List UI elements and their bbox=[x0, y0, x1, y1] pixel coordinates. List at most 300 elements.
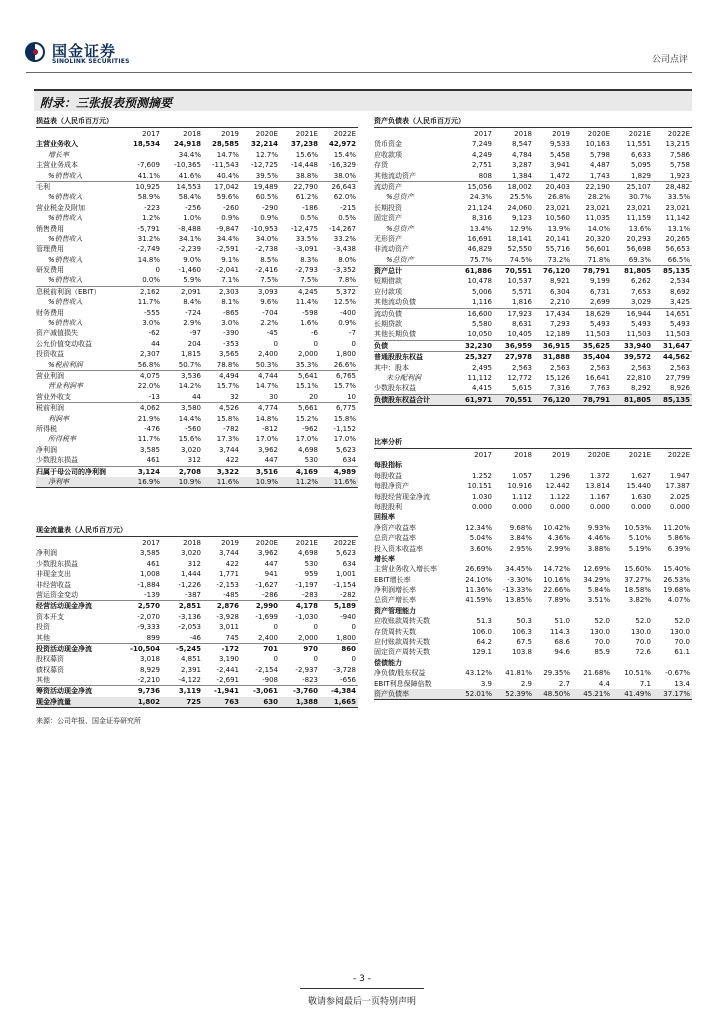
value-cell: 1.057 bbox=[511, 471, 532, 480]
table-row bbox=[374, 512, 692, 522]
appendix-title-bar bbox=[34, 89, 692, 111]
value-cell: 0 bbox=[313, 339, 318, 348]
value-cell: 0.000 bbox=[589, 502, 610, 511]
value-cell: -283 bbox=[302, 590, 318, 599]
value-cell: 1.252 bbox=[471, 471, 492, 480]
value-cell: 85.9 bbox=[594, 648, 610, 657]
value-cell: 3.60% bbox=[469, 544, 492, 553]
value-cell: 3.0% bbox=[142, 319, 160, 328]
row-label: 固定资产周转天数 bbox=[374, 648, 430, 657]
value-cell: 41.59% bbox=[465, 596, 492, 605]
row-label: EBIT增长率 bbox=[374, 575, 411, 584]
value-cell: 81,805 bbox=[623, 267, 651, 276]
value-cell: 5,641 bbox=[297, 371, 318, 380]
table-row bbox=[374, 564, 692, 574]
value-cell: 11.4% bbox=[295, 298, 318, 307]
value-cell: 13.85% bbox=[505, 596, 532, 605]
table-row bbox=[374, 373, 692, 383]
value-cell: 3,020 bbox=[180, 549, 201, 558]
value-cell: -1,154 bbox=[333, 580, 356, 589]
table-row bbox=[374, 150, 692, 160]
row-label: 资产负债率 bbox=[374, 689, 409, 698]
row-label: 非现金支出 bbox=[36, 570, 71, 579]
value-cell: 12.442 bbox=[545, 482, 570, 491]
table-row bbox=[36, 477, 358, 487]
value-cell: 5,189 bbox=[333, 602, 356, 611]
value-cell: 33.5% bbox=[295, 234, 318, 243]
value-cell: 0 bbox=[313, 623, 318, 632]
value-cell: 16,600 bbox=[467, 309, 492, 318]
table-row bbox=[36, 192, 358, 202]
value-cell: 4,774 bbox=[257, 404, 278, 413]
balance-sheet-table bbox=[374, 116, 692, 406]
row-label: 少数股东损益 bbox=[36, 559, 78, 568]
value-cell: 61,971 bbox=[464, 395, 492, 404]
value-cell: 3,093 bbox=[257, 287, 278, 296]
value-cell: 33.5% bbox=[667, 193, 690, 202]
value-cell: 21.9% bbox=[137, 414, 160, 423]
value-cell: 2.2% bbox=[260, 319, 278, 328]
row-label: 筹资活动现金净流 bbox=[36, 687, 92, 696]
row-label: 非流动资产 bbox=[374, 245, 409, 254]
value-cell: 0.9% bbox=[260, 214, 278, 223]
value-cell: 13.4 bbox=[674, 679, 690, 688]
value-cell: 5,758 bbox=[669, 161, 690, 170]
value-cell: -9,333 bbox=[137, 623, 160, 632]
value-cell: 1,001 bbox=[335, 570, 356, 579]
value-cell: 5,372 bbox=[335, 287, 356, 296]
value-cell: 75.7% bbox=[469, 255, 492, 264]
value-cell: 2.9 bbox=[520, 679, 532, 688]
row-label: EBIT利息保障倍数 bbox=[374, 679, 432, 688]
row-label: 其他 bbox=[36, 633, 50, 642]
year-header-cell: 2018 bbox=[514, 130, 532, 138]
value-cell: -256 bbox=[185, 203, 201, 212]
row-label: 短期借款 bbox=[374, 277, 402, 286]
value-cell: 15.7% bbox=[333, 382, 356, 391]
value-cell: 28,585 bbox=[211, 140, 239, 149]
value-cell: -704 bbox=[262, 308, 278, 317]
value-cell: -46 bbox=[189, 633, 201, 642]
value-cell: 2,563 bbox=[630, 363, 651, 372]
value-cell: 2.9% bbox=[183, 319, 201, 328]
value-cell: 17.0% bbox=[333, 435, 356, 444]
header-divider bbox=[26, 72, 692, 73]
value-cell: 11,503 bbox=[585, 330, 610, 339]
table-row bbox=[374, 160, 692, 170]
table-row bbox=[374, 606, 692, 616]
value-cell: 25,327 bbox=[464, 353, 492, 362]
value-cell: 0 bbox=[351, 623, 356, 632]
value-cell: 18,141 bbox=[507, 234, 532, 243]
value-cell: 16,691 bbox=[467, 234, 492, 243]
cashflow-statement-table bbox=[36, 525, 358, 708]
value-cell: 6,731 bbox=[589, 287, 610, 296]
value-cell: 78.8% bbox=[216, 360, 239, 369]
year-header-cell: 2020E bbox=[587, 451, 610, 459]
table-row bbox=[374, 363, 692, 373]
value-cell: 17,434 bbox=[545, 309, 570, 318]
value-cell: 5,095 bbox=[630, 161, 651, 170]
table-row bbox=[374, 297, 692, 307]
value-cell: 11.2% bbox=[295, 477, 318, 486]
value-cell: 27,799 bbox=[665, 373, 690, 382]
value-cell: 31,888 bbox=[542, 353, 570, 362]
value-cell: 20 bbox=[309, 392, 318, 401]
value-cell: 13.4% bbox=[469, 224, 492, 233]
row-label: 主营业务收入 bbox=[36, 140, 78, 149]
row-label: 财务费用 bbox=[36, 308, 64, 317]
row-label: 净利润增长率 bbox=[374, 586, 416, 595]
value-cell: 0 bbox=[273, 339, 278, 348]
value-cell: 808 bbox=[478, 171, 492, 180]
year-header-cell: 2019 bbox=[221, 130, 239, 138]
table-row bbox=[36, 339, 358, 349]
table-row bbox=[36, 234, 358, 244]
row-label: 增长率 bbox=[48, 150, 69, 159]
table-row bbox=[36, 328, 358, 338]
row-label: 每股收益 bbox=[374, 471, 402, 480]
value-cell: 3.9 bbox=[480, 679, 492, 688]
value-cell: 11,035 bbox=[585, 214, 610, 223]
value-cell: 18,534 bbox=[132, 140, 160, 149]
row-label: 应付款项 bbox=[374, 287, 402, 296]
value-cell: 106.3 bbox=[511, 627, 532, 636]
value-cell: 2,570 bbox=[137, 602, 160, 611]
value-cell: 1,802 bbox=[137, 697, 160, 706]
value-cell: 10,925 bbox=[135, 182, 160, 191]
row-label: 主营业务收入增长率 bbox=[374, 565, 437, 574]
value-cell: 50.3% bbox=[255, 360, 278, 369]
value-cell: 422 bbox=[225, 559, 239, 568]
table-row bbox=[374, 679, 692, 689]
value-cell: 8,631 bbox=[511, 320, 532, 329]
value-cell: -2,591 bbox=[216, 245, 239, 254]
value-cell: -390 bbox=[223, 329, 239, 338]
value-cell: 5.9% bbox=[183, 276, 201, 285]
value-cell: 31.2% bbox=[137, 234, 160, 243]
value-cell: 1.630 bbox=[630, 492, 651, 501]
value-cell: -2,041 bbox=[216, 266, 239, 275]
value-cell: 3,585 bbox=[139, 549, 160, 558]
value-cell: 3,585 bbox=[139, 445, 160, 454]
value-cell: 71.8% bbox=[587, 255, 610, 264]
table-row bbox=[374, 492, 692, 502]
value-cell: -3,061 bbox=[252, 687, 278, 696]
year-header-cell: 2020E bbox=[255, 130, 278, 138]
row-label: 营业利润 bbox=[36, 371, 64, 380]
value-cell: 14.4% bbox=[178, 414, 201, 423]
value-cell: 35,404 bbox=[582, 353, 610, 362]
value-cell: 10.53% bbox=[624, 523, 651, 532]
value-cell: 7.89% bbox=[547, 596, 570, 605]
value-cell: 461 bbox=[146, 456, 160, 465]
value-cell: 23,021 bbox=[665, 203, 690, 212]
value-cell: 3,029 bbox=[630, 298, 651, 307]
value-cell: 2,000 bbox=[297, 633, 318, 642]
row-label: 其他流动资产 bbox=[374, 171, 416, 180]
value-cell: 10,405 bbox=[507, 330, 532, 339]
table-row bbox=[36, 548, 358, 558]
value-cell: 11.7% bbox=[137, 298, 160, 307]
value-cell: 73.2% bbox=[547, 255, 570, 264]
value-cell: 34.0% bbox=[255, 234, 278, 243]
value-cell: 1,923 bbox=[669, 171, 690, 180]
value-cell: 5,006 bbox=[471, 287, 492, 296]
value-cell: -7 bbox=[349, 329, 356, 338]
table-row bbox=[36, 244, 358, 254]
table-row bbox=[374, 383, 692, 393]
value-cell: 74.5% bbox=[509, 255, 532, 264]
value-cell: 129.1 bbox=[471, 648, 492, 657]
table-row bbox=[374, 276, 692, 286]
value-cell: 44 bbox=[192, 392, 201, 401]
table-row bbox=[36, 654, 358, 664]
row-label: %销售收入 bbox=[48, 255, 83, 264]
value-cell: 17,042 bbox=[214, 182, 239, 191]
value-cell: 37.17% bbox=[663, 689, 690, 698]
value-cell: 9,123 bbox=[511, 214, 532, 223]
value-cell: 1,472 bbox=[549, 171, 570, 180]
value-cell: -3,438 bbox=[333, 245, 356, 254]
value-cell: 10,560 bbox=[545, 214, 570, 223]
value-cell: 3,190 bbox=[218, 655, 239, 664]
value-cell: 2,563 bbox=[589, 363, 610, 372]
value-cell: -555 bbox=[144, 308, 160, 317]
value-cell: -2,793 bbox=[295, 266, 318, 275]
value-cell: -4,384 bbox=[330, 687, 356, 696]
table-row bbox=[374, 585, 692, 595]
year-header-cell: 2020E bbox=[255, 539, 278, 547]
year-header-cell: 2017 bbox=[474, 130, 492, 138]
value-cell: 29.35% bbox=[543, 669, 570, 678]
value-cell: 5,458 bbox=[549, 150, 570, 159]
value-cell: -282 bbox=[340, 590, 356, 599]
row-label: 销售费用 bbox=[36, 224, 64, 233]
value-cell: 61,886 bbox=[464, 267, 492, 276]
value-cell: 2,391 bbox=[180, 665, 201, 674]
sinolink-logo-icon bbox=[24, 41, 46, 63]
value-cell: 5,493 bbox=[669, 320, 690, 329]
value-cell: 9.68% bbox=[509, 523, 532, 532]
value-cell: 2,162 bbox=[139, 287, 160, 296]
value-cell: 44 bbox=[151, 339, 160, 348]
value-cell: 4,249 bbox=[471, 150, 492, 159]
year-header-cell: 2022E bbox=[333, 130, 356, 138]
value-cell: -724 bbox=[185, 308, 201, 317]
value-cell: 7,293 bbox=[549, 320, 570, 329]
section-title: 比率分析 bbox=[374, 437, 692, 449]
value-cell: 2,708 bbox=[178, 467, 201, 476]
value-cell: 10.151 bbox=[467, 482, 492, 491]
row-label: %销售收入 bbox=[48, 193, 83, 202]
value-cell: 10,537 bbox=[507, 277, 532, 286]
table-row bbox=[36, 392, 358, 402]
value-cell: 3.82% bbox=[628, 596, 651, 605]
value-cell: 17,923 bbox=[507, 309, 532, 318]
value-cell: 35.3% bbox=[295, 360, 318, 369]
year-header-cell: 2018 bbox=[183, 130, 201, 138]
value-cell: 8.3% bbox=[300, 255, 318, 264]
row-label: 投资活动现金净流 bbox=[36, 644, 92, 653]
value-cell: 4,178 bbox=[295, 602, 318, 611]
value-cell: 12.34% bbox=[465, 523, 492, 532]
value-cell: 3,287 bbox=[511, 161, 532, 170]
value-cell: 3.51% bbox=[587, 596, 610, 605]
value-cell: 24,918 bbox=[173, 140, 201, 149]
value-cell: 15.40% bbox=[663, 565, 690, 574]
table-row bbox=[374, 192, 692, 202]
value-cell: -476 bbox=[144, 424, 160, 433]
value-cell: -11,543 bbox=[211, 161, 239, 170]
row-label: %销售收入 bbox=[48, 171, 83, 180]
row-label: 货币资金 bbox=[374, 140, 402, 149]
value-cell: -8,488 bbox=[178, 224, 201, 233]
value-cell: 10.16% bbox=[543, 575, 570, 584]
value-cell: -7,609 bbox=[137, 161, 160, 170]
value-cell: 41.6% bbox=[178, 171, 201, 180]
value-cell: -782 bbox=[223, 424, 239, 433]
value-cell: 3,124 bbox=[137, 467, 160, 476]
value-cell: 70.0 bbox=[594, 638, 610, 647]
value-cell: 11,503 bbox=[665, 330, 690, 339]
table-row bbox=[36, 203, 358, 213]
value-cell: -908 bbox=[262, 676, 278, 685]
year-header-cell: 2019 bbox=[221, 539, 239, 547]
row-label: 其他 bbox=[36, 676, 50, 685]
value-cell: 20,293 bbox=[626, 234, 651, 243]
value-cell: 85,135 bbox=[662, 267, 690, 276]
table-row bbox=[36, 685, 358, 696]
value-cell: 33,940 bbox=[623, 341, 651, 350]
value-cell: -14,267 bbox=[328, 224, 356, 233]
row-label: 所得税 bbox=[36, 424, 57, 433]
row-label: 每股股利 bbox=[374, 502, 402, 511]
row-label: 资产减值损失 bbox=[36, 329, 78, 338]
row-label: 债权募资 bbox=[36, 665, 64, 674]
value-cell: 41.81% bbox=[505, 669, 532, 678]
table-row bbox=[374, 554, 692, 564]
value-cell: 19.68% bbox=[663, 586, 690, 595]
value-cell: -3,352 bbox=[333, 266, 356, 275]
value-cell: 61.1 bbox=[674, 648, 690, 657]
value-cell: 62.0% bbox=[333, 193, 356, 202]
value-cell: 3,322 bbox=[216, 467, 239, 476]
table-row bbox=[36, 139, 358, 149]
table-row bbox=[36, 213, 358, 223]
value-cell: 13.1% bbox=[667, 224, 690, 233]
value-cell: 3,018 bbox=[139, 655, 160, 664]
row-label: 净资产收益率 bbox=[374, 523, 416, 532]
value-cell: -940 bbox=[340, 612, 356, 621]
table-row bbox=[374, 319, 692, 329]
table-bottom-rule bbox=[36, 487, 358, 488]
value-cell: -223 bbox=[144, 203, 160, 212]
value-cell: 52.0 bbox=[674, 617, 690, 626]
value-cell: 4,989 bbox=[333, 467, 356, 476]
value-cell: 447 bbox=[264, 456, 278, 465]
value-cell: 21.68% bbox=[583, 669, 610, 678]
value-cell: 1.627 bbox=[630, 471, 651, 480]
value-cell: 0.0% bbox=[142, 276, 160, 285]
table-row bbox=[36, 612, 358, 622]
value-cell: 312 bbox=[187, 559, 201, 568]
table-row bbox=[36, 224, 358, 234]
value-cell: 7,653 bbox=[630, 287, 651, 296]
value-cell: -139 bbox=[144, 590, 160, 599]
table-row bbox=[36, 370, 358, 381]
value-cell: 6,633 bbox=[630, 150, 651, 159]
value-cell: 16,641 bbox=[585, 373, 610, 382]
value-cell: 30 bbox=[269, 392, 278, 401]
value-cell: 11.6% bbox=[333, 477, 356, 486]
value-cell: -172 bbox=[221, 644, 239, 653]
table-row bbox=[374, 234, 692, 244]
value-cell: 5,493 bbox=[589, 320, 610, 329]
value-cell: 114.3 bbox=[549, 627, 570, 636]
table-row bbox=[36, 255, 358, 265]
value-cell: 41.49% bbox=[624, 689, 651, 698]
year-header-cell: 2021E bbox=[628, 130, 651, 138]
value-cell: 1.112 bbox=[511, 492, 532, 501]
value-cell: 1,829 bbox=[630, 171, 651, 180]
table-row bbox=[36, 275, 358, 285]
row-label: 每股净资产 bbox=[374, 482, 409, 491]
value-cell: 56.8% bbox=[137, 360, 160, 369]
value-cell: 0.000 bbox=[511, 502, 532, 511]
value-cell: -485 bbox=[223, 590, 239, 599]
table-row bbox=[374, 244, 692, 254]
value-cell: 37,238 bbox=[290, 140, 318, 149]
row-label: 非经营收益 bbox=[36, 580, 71, 589]
value-cell: -2,691 bbox=[216, 676, 239, 685]
row-label: 无形资产 bbox=[374, 234, 402, 243]
value-cell: 26.69% bbox=[465, 565, 492, 574]
value-cell: -13.33% bbox=[502, 586, 532, 595]
value-cell: 7.5% bbox=[300, 276, 318, 285]
value-cell: 8,316 bbox=[471, 214, 492, 223]
value-cell: 11,551 bbox=[626, 140, 651, 149]
value-cell: 8.5% bbox=[260, 255, 278, 264]
table-row bbox=[36, 318, 358, 328]
value-cell: 85,135 bbox=[662, 395, 690, 404]
table-row bbox=[374, 616, 692, 626]
value-cell: 55,716 bbox=[545, 245, 570, 254]
value-cell: 14.8% bbox=[137, 255, 160, 264]
value-cell: 4,415 bbox=[471, 384, 492, 393]
value-cell: 1,665 bbox=[333, 697, 356, 706]
table-row bbox=[374, 668, 692, 678]
value-cell: -290 bbox=[262, 203, 278, 212]
value-cell: 5,661 bbox=[297, 404, 318, 413]
table-row bbox=[36, 308, 358, 318]
value-cell: 2,534 bbox=[669, 277, 690, 286]
value-cell: 4,062 bbox=[139, 404, 160, 413]
value-cell: 23,021 bbox=[626, 203, 651, 212]
value-cell: 60.5% bbox=[255, 193, 278, 202]
row-label: %销售收入 bbox=[48, 234, 83, 243]
value-cell: 860 bbox=[341, 644, 356, 653]
value-cell: 66.5% bbox=[667, 255, 690, 264]
value-cell: 4,744 bbox=[257, 371, 278, 380]
value-cell: -3,728 bbox=[333, 665, 356, 674]
year-header-cell: 2017 bbox=[142, 130, 160, 138]
table-row bbox=[36, 297, 358, 307]
table-bottom-rule bbox=[36, 707, 358, 708]
value-cell: 78,791 bbox=[582, 267, 610, 276]
value-cell: -812 bbox=[262, 424, 278, 433]
brand-name-en: SINOLINK SECURITIES bbox=[52, 58, 130, 65]
